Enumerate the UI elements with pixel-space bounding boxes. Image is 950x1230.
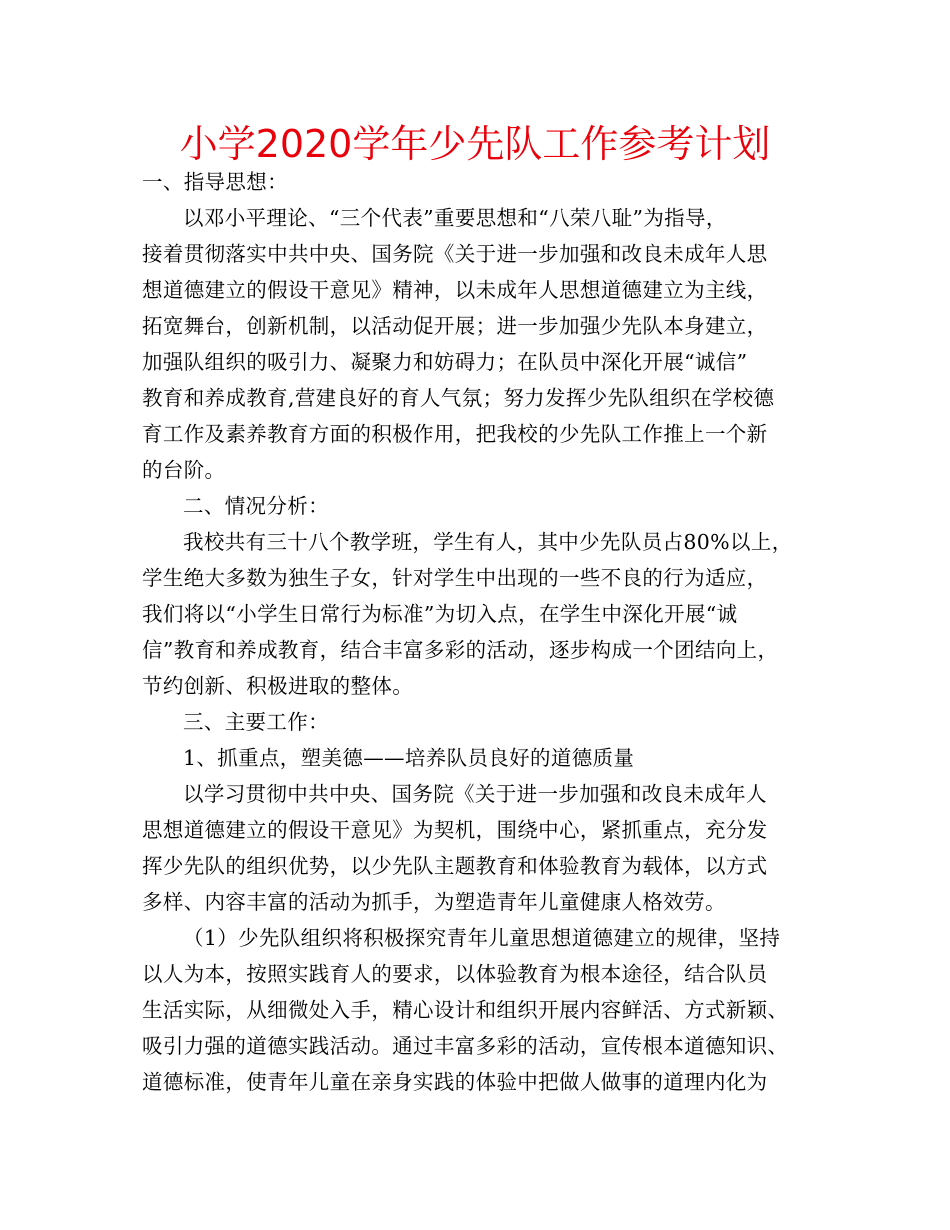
text-line: 的台阶。 — [142, 458, 226, 482]
text-line: 拓宽舞台，创新机制，以活动促开展；进一步加强少先队本身建立， — [142, 314, 768, 338]
text-line: 我校共有三十八个教学班，学生有人，其中少先队员占80%以上， — [183, 530, 793, 554]
text-line: 思想道德建立的假设干意见》为契机，围绕中心，紧抓重点，充分发 — [142, 818, 768, 842]
paragraph-main-work-intro — [142, 776, 818, 920]
text-line: 以邓小平理论、“三个代表”重要思想和“八荣八耻”为指导， — [183, 206, 727, 230]
text-line: 以学习贯彻中共中央、国务院《关于进一步加强和改良未成年人 — [183, 782, 767, 806]
section-heading-guiding-ideology: 一、指导思想： — [142, 170, 288, 194]
text-line: 学生绝大多数为独生子女，针对学生中出现的一些不良的行为适应， — [142, 566, 768, 590]
text-line: 吸引力强的道德实践活动。通过丰富多彩的活动，宣传根本道德知识、 — [142, 1034, 789, 1058]
text-line: 我们将以“小学生日常行为标准”为切入点，在学生中深化开展“诚 — [142, 602, 738, 626]
text-line: 多样、内容丰富的活动为抓手，为塑造青年儿童健康人格效劳。 — [142, 890, 726, 914]
text-line: 接着贯彻落实中共中央、国务院《关于进一步加强和改良未成年人思 — [142, 242, 768, 266]
text-line: （1）少先队组织将积极探究青年儿童思想道德建立的规律，坚持 — [183, 926, 781, 950]
document-body — [142, 164, 818, 1100]
paragraph-situation-analysis — [142, 524, 818, 704]
text-line: 育工作及素养教育方面的积极作用，把我校的少先队工作推上一个新 — [142, 422, 768, 446]
document-title: 小学2020学年少先队工作参考计划 — [179, 122, 771, 166]
text-line: 以人为本，按照实践育人的要求，以体验教育为根本途径，结合队员 — [142, 962, 768, 986]
text-line: 教育和养成教育,营建良好的育人气氛；努力发挥少先队组织在学校德 — [142, 386, 775, 410]
text-line: 想道德建立的假设干意见》精神，以未成年人思想道德建立为主线， — [142, 278, 768, 302]
paragraph-main-work-item-1 — [142, 920, 818, 1100]
text-line: 节约创新、积极进取的整体。 — [142, 674, 414, 698]
text-line: 信”教育和养成教育，结合丰富多彩的活动，逐步构成一个团结向上， — [142, 638, 779, 662]
section-heading-situation-analysis: 二、情况分析： — [183, 494, 329, 518]
section-heading-main-work: 三、主要工作： — [183, 710, 329, 734]
subheading-moral-quality: 1、抓重点，塑美德——培养队员良好的道德质量 — [183, 746, 635, 770]
text-line: 加强队组织的吸引力、凝聚力和妨碍力；在队员中深化开展“诚信” — [142, 350, 748, 374]
text-line: 道德标准，使青年儿童在亲身实践的体验中把做人做事的道理内化为 — [142, 1070, 768, 1094]
text-line: 挥少先队的组织优势，以少先队主题教育和体验教育为载体，以方式 — [142, 854, 768, 878]
text-line: 生活实际，从细微处入手，精心设计和组织开展内容鲜活、方式新颖、 — [142, 998, 789, 1022]
paragraph-guiding-ideology — [142, 200, 818, 488]
